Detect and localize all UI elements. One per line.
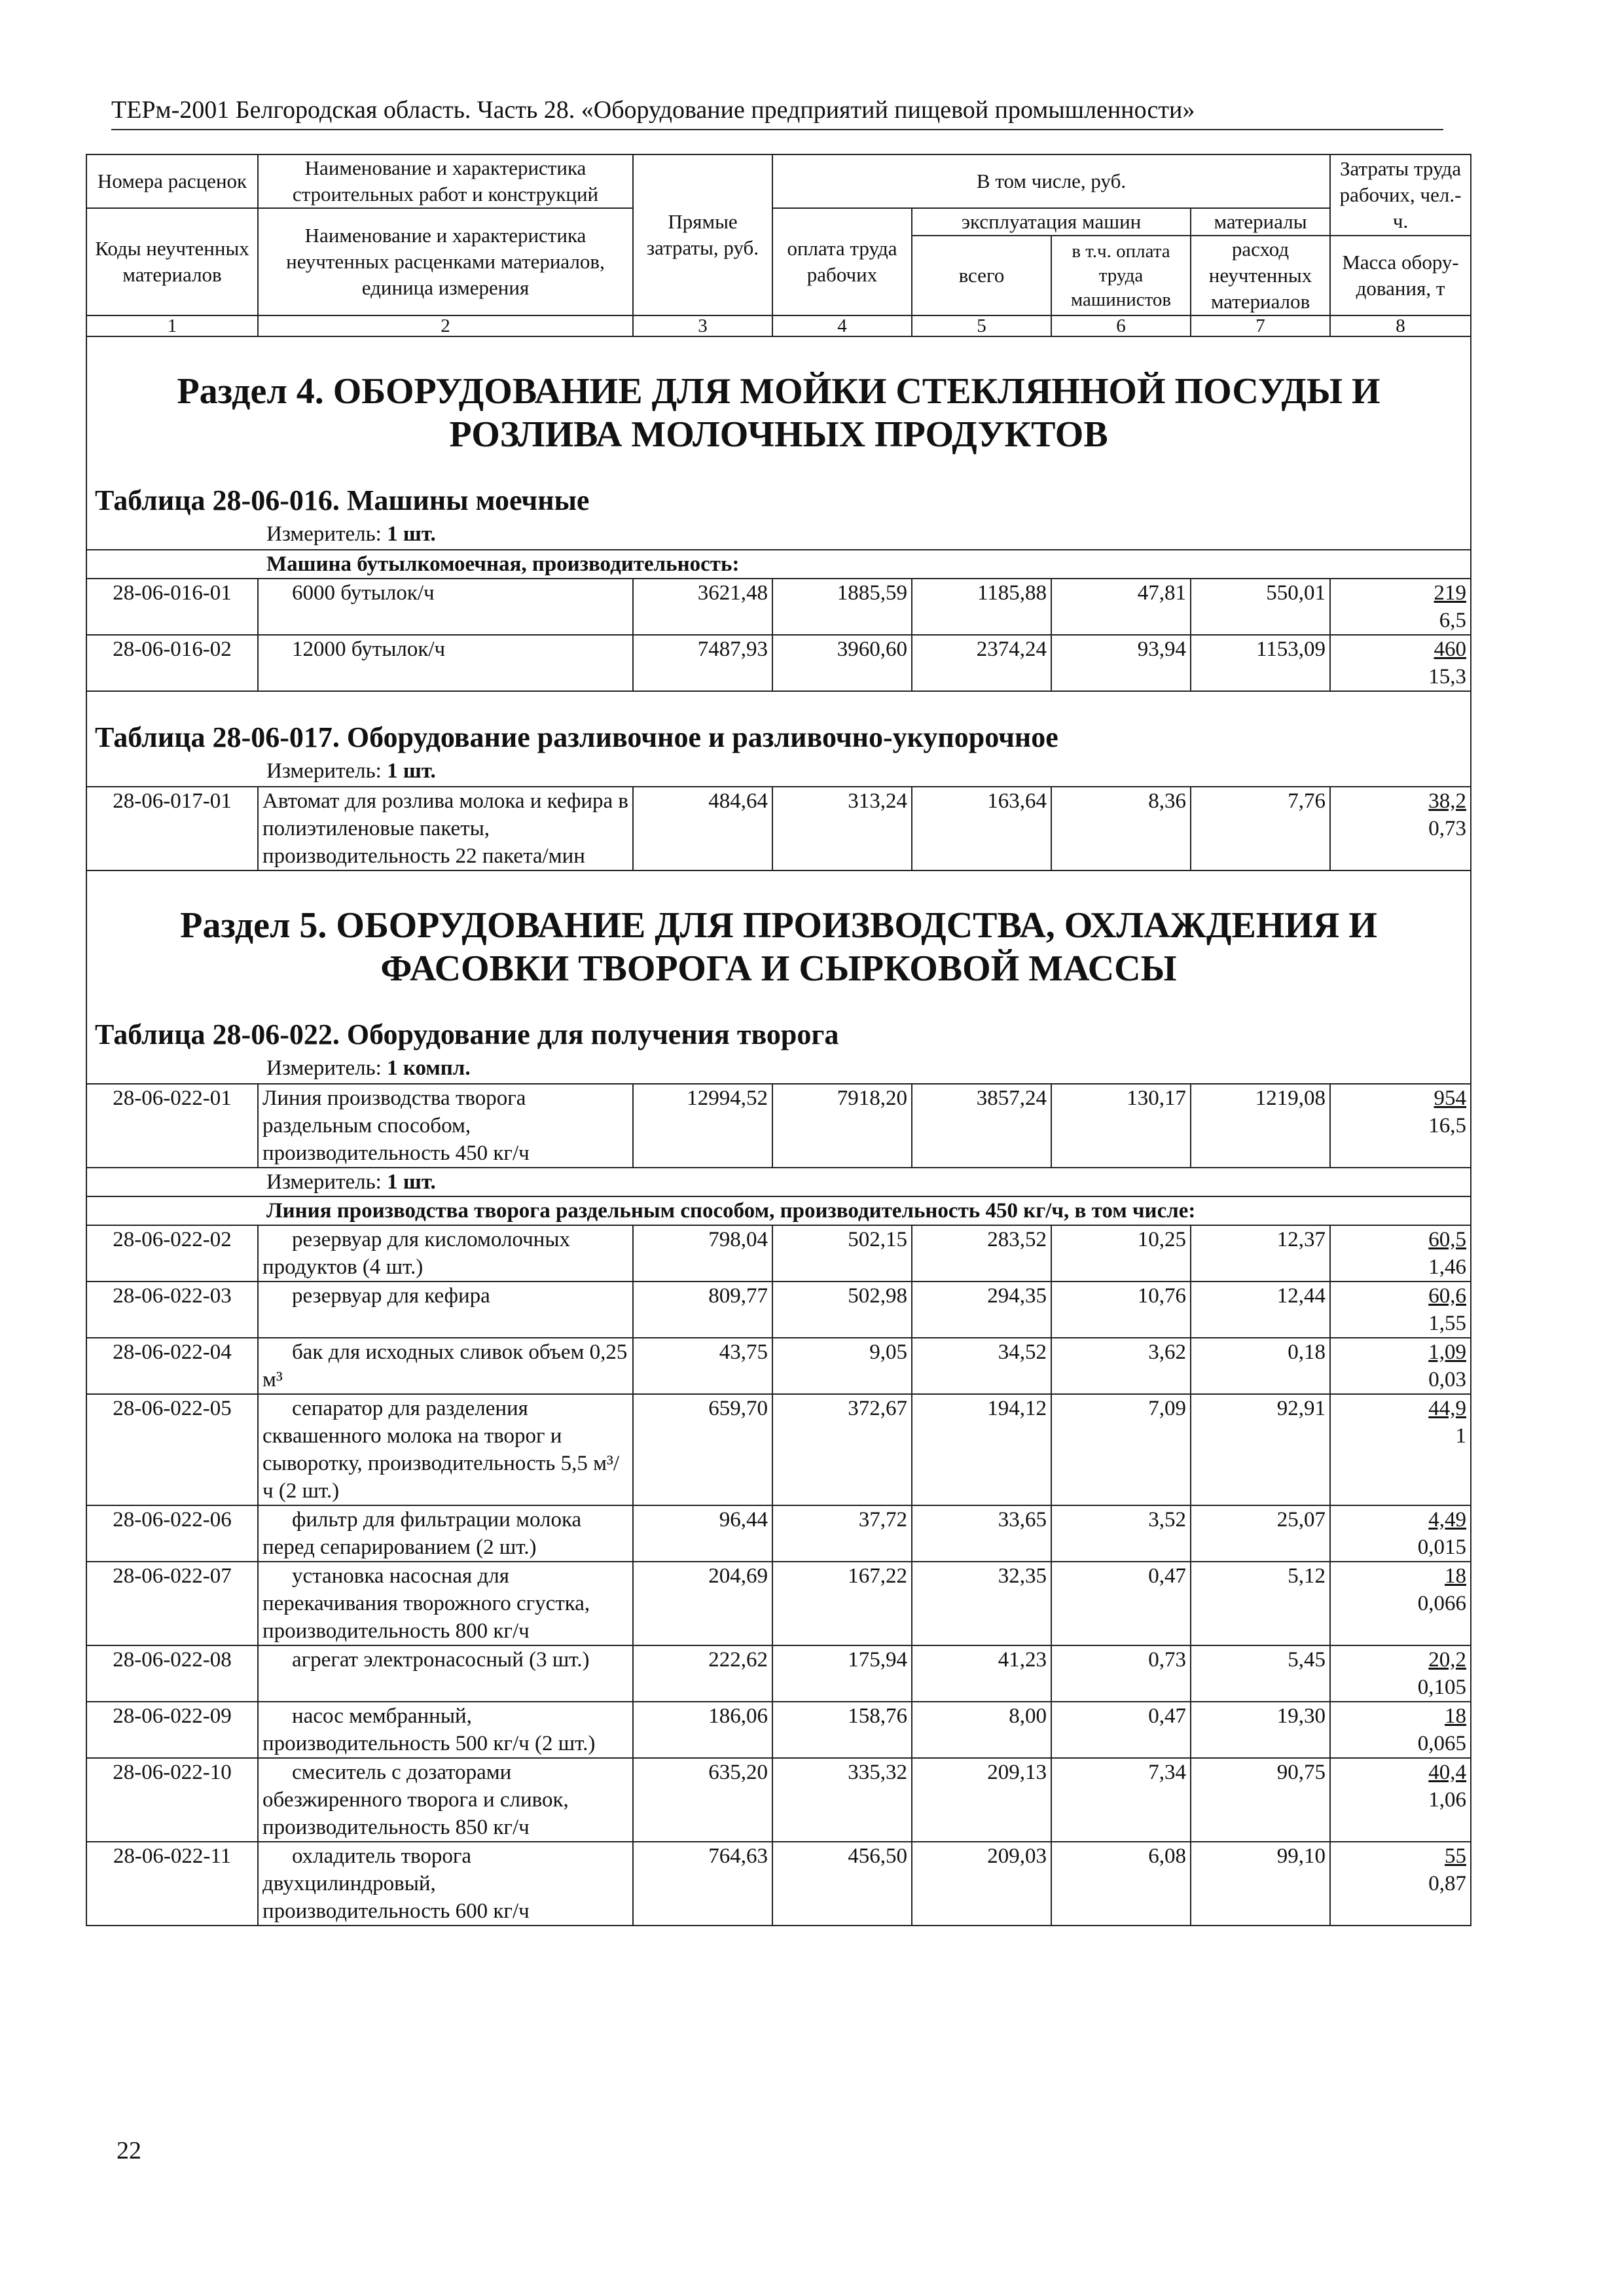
rate-code: 28-06-022-10 [86,1758,258,1842]
equipment-mass: 1,55 [1428,1312,1467,1335]
price-table [86,154,1471,1926]
labor-hours-and-mass [1330,1084,1471,1168]
machinist-cost: 7,09 [1051,1394,1191,1505]
item-name: сепаратор для разделения сквашенного молока на творог и сыворотку, производительность 5,5 м³/ч (2 шт.) [258,1394,633,1505]
rate-code: 28-06-022-09 [86,1702,258,1758]
labor-hours: 44,9 [1428,1397,1467,1420]
direct-cost: 96,44 [633,1505,772,1562]
labor-hours-and-mass [1330,1842,1471,1926]
item-name: установка насосная для перекачивания творожного сгустка, производительность 800 кг/ч [258,1562,633,1645]
machines-cost: 209,03 [912,1842,1051,1926]
item-name: 6000 бутылок/ч [258,579,633,635]
item-name: бак для исходных сливок объем 0,25 м³ [258,1338,633,1394]
header-row-2 [86,208,1471,236]
item-name: резервуар для кисломолочных продуктов (4 шт.) [258,1225,633,1282]
labor-cost: 1885,59 [772,579,912,635]
col1-top: Номера расценок [86,154,258,208]
rate-code: 28-06-022-08 [86,1645,258,1702]
column-number: 7 [1191,315,1330,336]
rate-code: 28-06-016-01 [86,579,258,635]
labor-hours-and-mass [1330,1225,1471,1282]
direct-cost: 764,63 [633,1842,772,1926]
direct-cost: 43,75 [633,1338,772,1394]
materials-cost: 1153,09 [1191,635,1330,691]
column-number: 1 [86,315,258,336]
table-017-measure: Измеритель: 1 шт. [266,759,436,783]
table-row [86,1645,1471,1702]
equipment-mass: 0,87 [1428,1872,1467,1895]
equipment-mass: 1,46 [1428,1255,1467,1279]
labor-hours: 60,5 [1428,1228,1467,1251]
machinist-header: в т.ч. оплата труда машинистов [1051,236,1191,315]
labor-pay-header: оплата труда рабочих [772,208,912,315]
machines-cost: 294,35 [912,1282,1051,1338]
column-number: 5 [912,315,1051,336]
equipment-mass: 6,5 [1439,609,1467,632]
machines-cost: 32,35 [912,1562,1051,1645]
page-header: ТЕРм-2001 Белгородская область. Часть 28. «Оборудование предприятий пищевой промышленности» [111,94,1443,130]
machinist-cost: 0,47 [1051,1562,1191,1645]
labor-hours-and-mass [1330,1702,1471,1758]
machinist-cost: 10,76 [1051,1282,1191,1338]
table-row [86,1702,1471,1758]
labor-hours: 55 [1445,1844,1467,1868]
labor-hours: 1,09 [1428,1340,1467,1364]
equipment-mass: 16,5 [1428,1114,1467,1138]
machines-cost: 8,00 [912,1702,1051,1758]
table-016-title: Таблица 28-06-016. Машины моечные [95,484,590,516]
rate-code: 28-06-022-05 [86,1394,258,1505]
machinist-cost: 47,81 [1051,579,1191,635]
rate-code: 28-06-022-07 [86,1562,258,1645]
machines-cost: 3857,24 [912,1084,1051,1168]
table-row [86,1562,1471,1645]
table-022-subheading: Линия производства творога раздельным способом, производительность 450 кг/ч, в том числе: [86,1196,1471,1225]
labor-cost: 502,98 [772,1282,912,1338]
table-022-title: Таблица 28-06-022. Оборудование для получения творога [95,1018,839,1050]
table-row [86,1842,1471,1926]
column-number: 4 [772,315,912,336]
direct-cost: 186,06 [633,1702,772,1758]
table-022-measure: Измеритель: 1 компл. [266,1056,471,1080]
machinist-cost: 0,73 [1051,1645,1191,1702]
machinist-cost: 93,94 [1051,635,1191,691]
direct-cost: 484,64 [633,787,772,870]
table-row [86,1758,1471,1842]
labor-hours: 18 [1445,1564,1467,1588]
item-name: Автомат для розлива молока и кефира в полиэтиленовые пакеты, производительность 22 пакета/мин [258,787,633,870]
machinist-cost: 10,25 [1051,1225,1191,1282]
materials-header: материалы [1191,208,1330,236]
table-row [86,1338,1471,1394]
machinist-cost: 3,62 [1051,1338,1191,1394]
machines-cost: 163,64 [912,787,1051,870]
machines-cost: 2374,24 [912,635,1051,691]
table-row [86,635,1471,691]
rate-code: 28-06-017-01 [86,787,258,870]
materials-cost: 550,01 [1191,579,1330,635]
column-numbers-row [86,315,1471,336]
machinist-cost: 7,34 [1051,1758,1191,1842]
direct-cost: 12994,52 [633,1084,772,1168]
incl-header: В том числе, руб. [772,154,1330,208]
unaccounted-header: расход неучтенных материалов [1191,236,1330,315]
materials-cost: 25,07 [1191,1505,1330,1562]
item-name: насос мембранный, производительность 500 кг/ч (2 шт.) [258,1702,633,1758]
labor-hours: 4,49 [1428,1508,1467,1532]
col2-top: Наименование и характеристика строительных работ и конструкций [258,154,633,208]
labor-cost: 502,15 [772,1225,912,1282]
machines-cost: 283,52 [912,1225,1051,1282]
table-row [86,1282,1471,1338]
table-row [86,1225,1471,1282]
labor-cost: 335,32 [772,1758,912,1842]
col8-bottom: Масса обору-дования, т [1330,236,1471,315]
table-017-title: Таблица 28-06-017. Оборудование разливочное и разливочно-укупорочное [95,721,1058,753]
page-number: 22 [117,2137,141,2164]
equipment-mass: 0,105 [1417,1676,1467,1699]
labor-cost: 175,94 [772,1645,912,1702]
equipment-mass: 1,06 [1428,1788,1467,1812]
column-number: 6 [1051,315,1191,336]
item-name: охладитель творога двухцилиндровый, производительность 600 кг/ч [258,1842,633,1926]
table-row [86,1394,1471,1505]
labor-cost: 9,05 [772,1338,912,1394]
header-row-1 [86,154,1471,208]
item-name: фильтр для фильтрации молока перед сепарированием (2 шт.) [258,1505,633,1562]
labor-cost: 3960,60 [772,635,912,691]
item-name: агрегат электронасосный (3 шт.) [258,1645,633,1702]
equipment-mass: 0,015 [1417,1535,1467,1559]
table-row [86,579,1471,635]
machines-cost: 41,23 [912,1645,1051,1702]
table-row [86,1084,1471,1168]
machinist-cost: 8,36 [1051,787,1191,870]
table-017-title-row [86,691,1471,787]
table-016-measure: Измеритель: 1 шт. [266,522,436,546]
machines-header: эксплуатация машин [912,208,1191,236]
table-016-subheading-row [86,550,1471,579]
machines-cost: 33,65 [912,1505,1051,1562]
equipment-mass: 1 [1455,1424,1467,1448]
materials-cost: 12,37 [1191,1225,1330,1282]
direct-cost: 204,69 [633,1562,772,1645]
rate-code: 28-06-022-11 [86,1842,258,1926]
table-row [86,1505,1471,1562]
rate-code: 28-06-022-04 [86,1338,258,1394]
materials-cost: 12,44 [1191,1282,1330,1338]
equipment-mass: 0,03 [1428,1368,1467,1391]
labor-cost: 37,72 [772,1505,912,1562]
equipment-mass: 15,3 [1428,665,1467,689]
materials-cost: 90,75 [1191,1758,1330,1842]
rate-code: 28-06-022-06 [86,1505,258,1562]
table-row [86,787,1471,870]
labor-hours-and-mass [1330,1758,1471,1842]
labor-hours-and-mass [1330,1394,1471,1505]
table-022-subheading-row [86,1196,1471,1225]
labor-cost: 7918,20 [772,1084,912,1168]
labor-hours: 219 [1434,581,1467,605]
labor-hours: 38,2 [1428,789,1467,813]
direct-cost: 222,62 [633,1645,772,1702]
machinist-cost: 3,52 [1051,1505,1191,1562]
item-name: смеситель с дозаторами обезжиренного творога и сливок, производительность 850 кг/ч [258,1758,633,1842]
rate-code: 28-06-022-02 [86,1225,258,1282]
materials-cost: 99,10 [1191,1842,1330,1926]
labor-hours: 20,2 [1428,1648,1467,1672]
section-5-title: Раздел 5. ОБОРУДОВАНИЕ ДЛЯ ПРОИЗВОДСТВА, ОХЛАЖДЕНИЯ И ФАСОВКИ ТВОРОГА И СЫРКОВОЙ МАССЫ [180,905,1377,989]
col8-top: Затраты труда рабочих, чел.-ч. [1330,154,1471,236]
labor-cost: 313,24 [772,787,912,870]
table-022-measure2-row [86,1168,1471,1196]
machinist-cost: 0,47 [1051,1702,1191,1758]
equipment-mass: 0,066 [1417,1592,1467,1615]
labor-hours-and-mass [1330,787,1471,870]
labor-hours-and-mass [1330,635,1471,691]
section-5-row [86,870,1471,1084]
col2-bottom: Наименование и характеристика неучтенных расценками материалов, единица измерения [258,208,633,315]
item-name: 12000 бутылок/ч [258,635,633,691]
table-022-measure2: Измеритель: 1 шт. [86,1168,1471,1196]
column-number: 8 [1330,315,1471,336]
direct-cost: 3621,48 [633,579,772,635]
machines-cost: 194,12 [912,1394,1051,1505]
labor-hours-and-mass [1330,1645,1471,1702]
labor-hours-and-mass [1330,1562,1471,1645]
labor-hours-and-mass [1330,1282,1471,1338]
column-number: 2 [258,315,633,336]
materials-cost: 19,30 [1191,1702,1330,1758]
labor-hours: 460 [1434,637,1467,661]
rate-code: 28-06-022-01 [86,1084,258,1168]
labor-hours: 954 [1434,1086,1467,1110]
materials-cost: 5,45 [1191,1645,1330,1702]
item-name: резервуар для кефира [258,1282,633,1338]
section-4-title: Раздел 4. ОБОРУДОВАНИЕ ДЛЯ МОЙКИ СТЕКЛЯННОЙ ПОСУДЫ И РОЗЛИВА МОЛОЧНЫХ ПРОДУКТОВ [177,371,1380,455]
col3-header: Прямые затраты, руб. [633,154,772,315]
labor-cost: 372,67 [772,1394,912,1505]
materials-cost: 1219,08 [1191,1084,1330,1168]
machinist-cost: 6,08 [1051,1842,1191,1926]
rate-code: 28-06-022-03 [86,1282,258,1338]
table-016-subheading: Машина бутылкомоечная, производительность: [86,550,1471,579]
labor-hours-and-mass [1330,1338,1471,1394]
rate-code: 28-06-016-02 [86,635,258,691]
col1-bottom: Коды неучтенных материалов [86,208,258,315]
direct-cost: 798,04 [633,1225,772,1282]
machinist-cost: 130,17 [1051,1084,1191,1168]
equipment-mass: 0,73 [1428,817,1467,840]
materials-cost: 5,12 [1191,1562,1330,1645]
machines-cost: 209,13 [912,1758,1051,1842]
materials-cost: 0,18 [1191,1338,1330,1394]
item-name: Линия производства творога раздельным способом, производительность 450 кг/ч [258,1084,633,1168]
machines-cost: 1185,88 [912,579,1051,635]
materials-cost: 7,76 [1191,787,1330,870]
labor-cost: 167,22 [772,1562,912,1645]
equipment-mass: 0,065 [1417,1732,1467,1755]
labor-hours-and-mass [1330,1505,1471,1562]
materials-cost: 92,91 [1191,1394,1330,1505]
labor-cost: 456,50 [772,1842,912,1926]
direct-cost: 659,70 [633,1394,772,1505]
labor-hours: 40,4 [1428,1761,1467,1784]
labor-hours: 60,6 [1428,1284,1467,1308]
labor-cost: 158,76 [772,1702,912,1758]
direct-cost: 809,77 [633,1282,772,1338]
labor-hours-and-mass [1330,579,1471,635]
section-4-row [86,336,1471,550]
labor-hours: 18 [1445,1704,1467,1728]
direct-cost: 635,20 [633,1758,772,1842]
column-number: 3 [633,315,772,336]
total-header: всего [912,236,1051,315]
direct-cost: 7487,93 [633,635,772,691]
machines-cost: 34,52 [912,1338,1051,1394]
